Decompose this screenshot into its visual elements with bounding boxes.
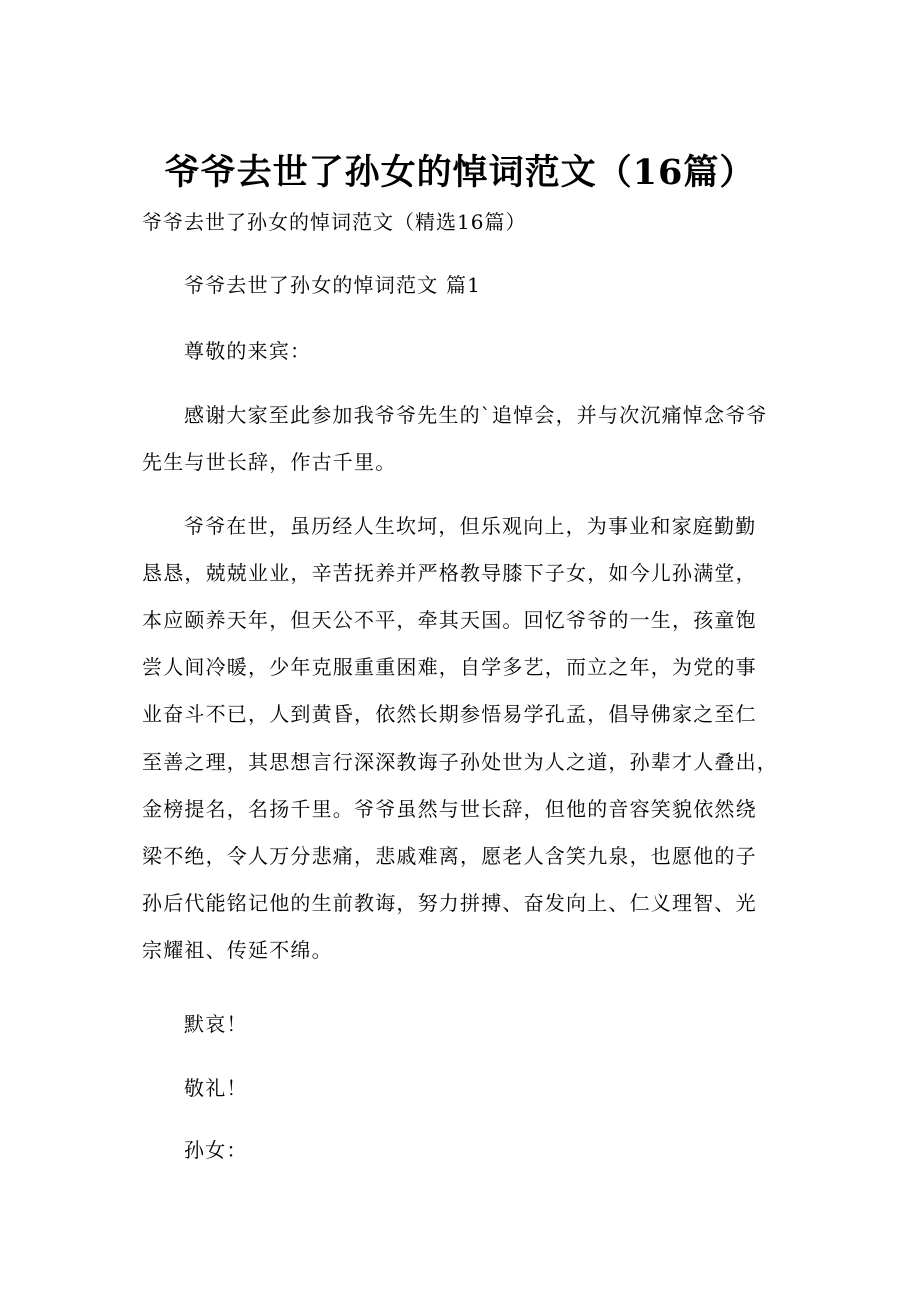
section-heading: 爷爷去世了孙女的悼词范文 篇1 [184, 273, 482, 297]
closing-line: 敬礼！ [184, 1076, 248, 1100]
paragraph-line: 业奋斗不已，人到黄昏，依然长期参悟易学孔孟，倡导佛家之至仁 [142, 702, 757, 726]
document-subtitle: 爷爷去世了孙女的悼词范文（精选16篇） [142, 210, 527, 234]
paragraph-line: 孙后代能铭记他的生前教诲，努力拼搏、奋发向上、仁义理智、光 [142, 891, 757, 915]
signature-line: 孙女： [184, 1138, 248, 1162]
paragraph-line: 金榜提名，名扬千里。爷爷虽然与世长辞，但他的音容笑貌依然绕 [142, 797, 757, 821]
paragraph-line: 尝人间冷暖，少年克服重重困难，自学多艺，而立之年，为党的事 [142, 655, 757, 679]
closing-line: 默哀！ [184, 1012, 248, 1036]
paragraph-line: 梁不绝，令人万分悲痛，悲戚难离，愿老人含笑九泉，也愿他的子 [142, 844, 757, 868]
paragraph-line: 至善之理，其思想言行深深教诲子孙处世为人之道，孙辈才人叠出， [142, 750, 778, 774]
paragraph-line: 宗耀祖、传延不绵。 [142, 938, 333, 962]
document-title: 爷爷去世了孙女的悼词范文（16篇） [164, 152, 756, 193]
salutation: 尊敬的来宾： [184, 339, 312, 363]
paragraph-line: 恳恳，兢兢业业，辛苦抚养并严格教导膝下子女，如今儿孙满堂， [142, 561, 757, 585]
paragraph-line: 先生与世长辞，作古千里。 [142, 450, 397, 474]
paragraph-line: 爷爷在世，虽历经人生坎坷，但乐观向上，为事业和家庭勤勤 [184, 514, 757, 538]
paragraph-line: 感谢大家至此参加我爷爷先生的`追悼会，并与次沉痛悼念爷爷 [184, 403, 768, 427]
paragraph-line: 本应颐养天年，但天公不平，牵其天国。回忆爷爷的一生，孩童饱 [142, 608, 757, 632]
